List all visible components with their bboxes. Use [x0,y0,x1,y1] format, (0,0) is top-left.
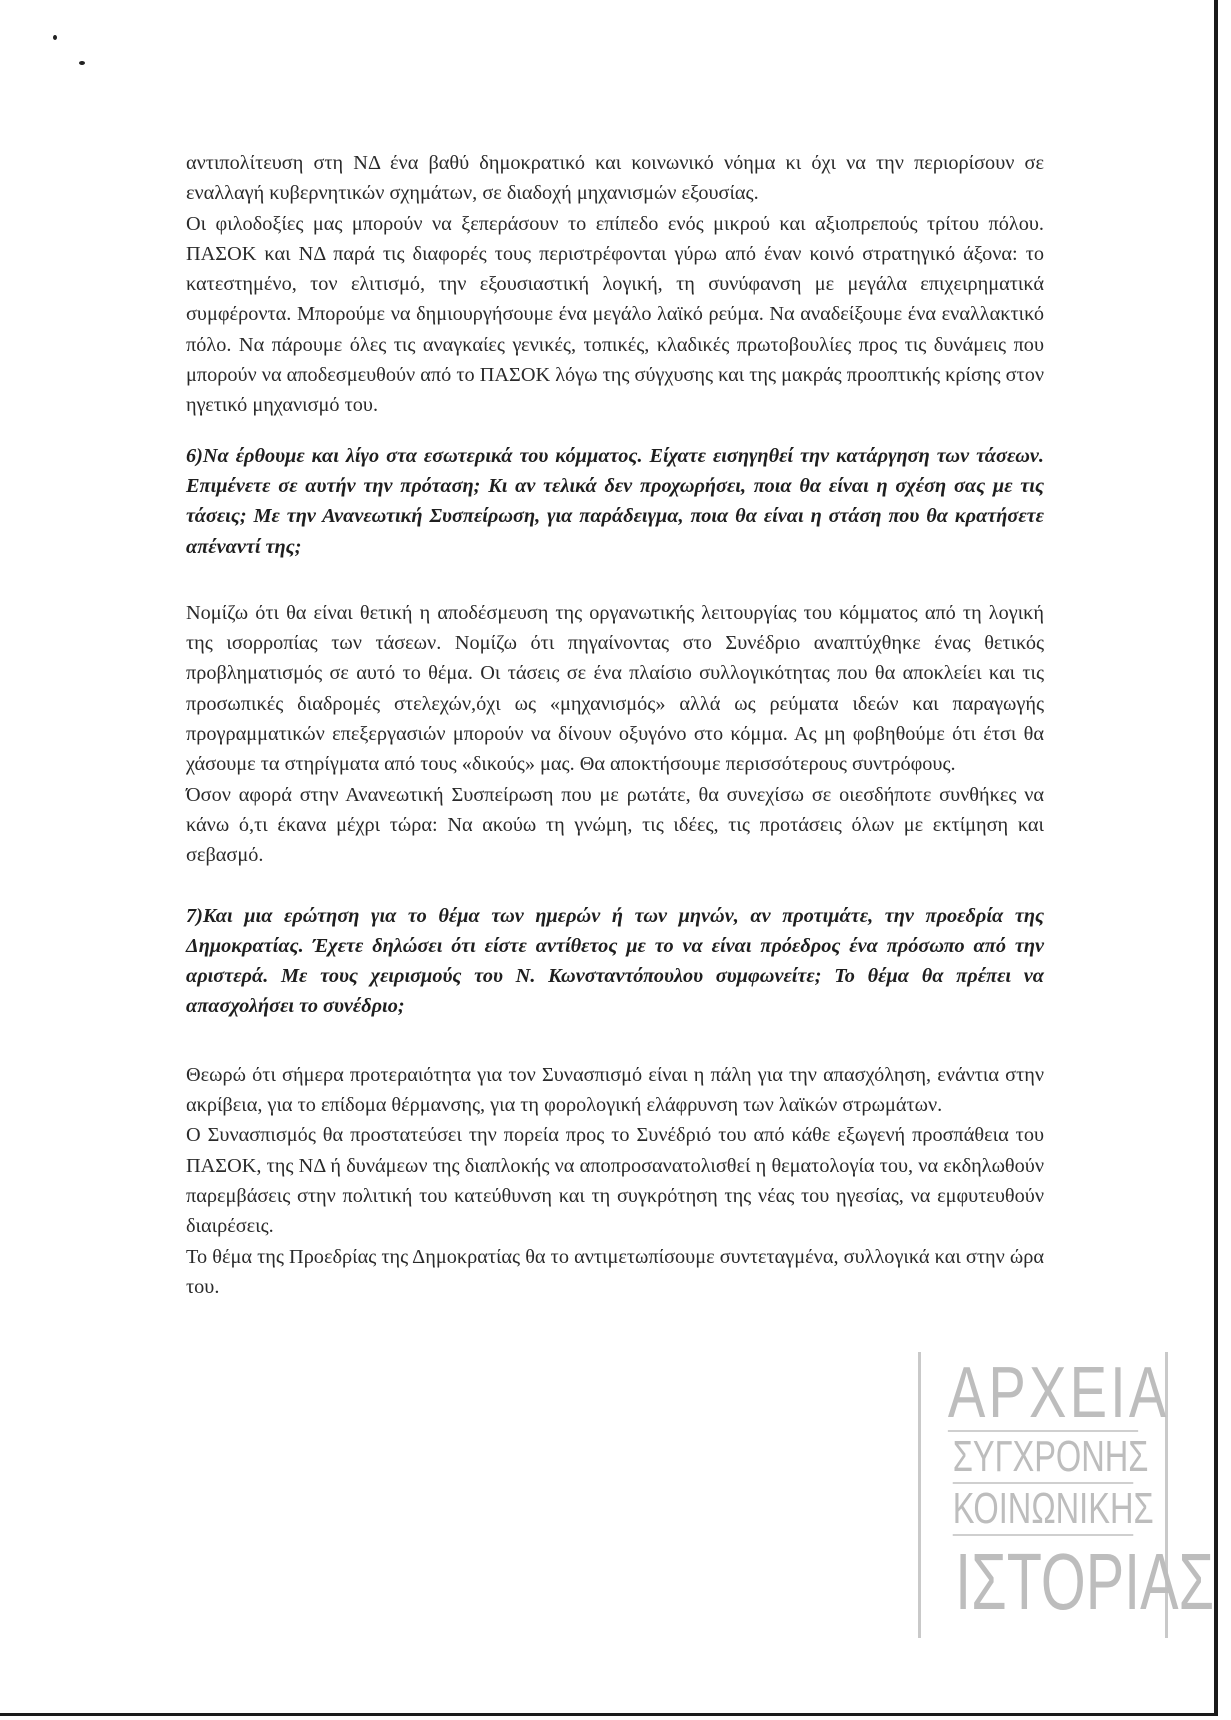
stamp-line: ΑΡΧΕΙΑ [947,1353,1170,1433]
paragraph: αντιπολίτευση στη ΝΔ ένα βαθύ δημοκρατικό και κοινωνικό νόημα κι όχι να την περιορίσουν σε εναλλαγή κυβερνητικών σχημάτων, σε διαδοχή μηχανισμών εξουσίας. [186,152,1044,205]
scan-speck [53,35,57,40]
stamp-line: ΙΣΤΟΡΙΑΣ [955,1537,1215,1626]
document-body [186,148,1044,1302]
paragraph: Νομίζω ότι θα είναι θετική η αποδέσμευση της οργανωτικής λειτουργίας του κόμματος από τη λογική της ισορροπίας των τάσεων. Νομίζω ότι πηγαίνοντας στο Συνέδριο αναπτύχθηκε ένας θετικός προβληματισμός σε αυτό το θέμα. Οι τάσεις σε ένα πλαίσιο συλλογικότητας που θα αποκλείει και τις προσωπικές διαδρομές στελεχών,όχι ως «μηχανισμός» αλλά ως ρεύματα ιδεών και παραγωγής προγραμματικών επεξεργασιών μπορούν να δίνουν οξυγόνο στο κόμμα. Ας μη φοβηθούμε ότι έτσι θα χάσουμε τα στηρίγματα από τους «δικούς» μας. Θα αποκτήσουμε περισσότερους συντρόφους. [186,601,1044,776]
paragraph: Θεωρώ ότι σήμερα προτεραιότητα για τον Συνασπισμό είναι η πάλη για την απασχόληση, ενάντια στην ακρίβεια, για το επίδομα θέρμανσης, για τη φορολογική ελάφρυνση των λαϊκών στρωμάτων. [186,1063,1044,1117]
stamp-line: ΚΟΙΝΩΝΙΚΗΣ [953,1484,1134,1536]
paragraph: Ο Συνασπισμός θα προστατεύσει την πορεία προς το Συνέδριό του από κάθε εξωγενή προσπάθεια του ΠΑΣΟΚ, της ΝΔ ή δυνάμεων της διαπλοκής να αποπροσανατολισθεί η θεματολογία του, να εκδηλωθούν παρεμβάσεις στην πολιτική του κατεύθυνση και τη συγκρότηση της νέας του ηγεσίας, να εμφυτευθούν διαιρέσεις. [186,1124,1044,1238]
interview-question: 7)Και μια ερώτηση για το θέμα των ημερών ή των μηνών, αν προτιμάτε, την προεδρία της Δημοκρατίας. Έχετε δηλώσει ότι είστε αντίθετος με το να είναι πρόεδρος ένα πρόσωπο από την αριστερά. Με τους χειρισμούς του Ν. Κωνσταντόπουλου συμφωνείτε; Το θέμα θα πρέπει να απασχολήσει το συνέδριο; [186,904,1044,1018]
archive-stamp [918,1352,1215,1638]
paragraph: Το θέμα της Προεδρίας της Δημοκρατίας θα το αντιμετωπίσουμε συντεταγμένα, συλλογικά και στην ώρα του. [186,1245,1044,1298]
interview-question: 6)Να έρθουμε και λίγο στα εσωτερικά του κόμματος. Είχατε εισηγηθεί την κατάργηση των τάσεων. Επιμένετε σε αυτήν την πρόταση; Κι αν τελικά δεν προχωρήσει, ποια θα είναι η σχέση σας με τις τάσεις; Με την Ανανεωτική Συσπείρωση, για παράδειγμα, ποια θα είναι η στάση που θα κρατήσετε απέναντί της; [186,444,1044,558]
paragraph: Όσον αφορά στην Ανανεωτική Συσπείρωση που με ρωτάτε, θα συνεχίσω σε οιεσδήποτε συνθήκες να κάνω ό,τι έκανα μέχρι τώρα: Να ακούω τη γνώμη, τις ιδέες, τις προτάσεις όλων με εκτίμηση και σεβασμό. [186,783,1044,867]
paragraph: Οι φιλοδοξίες μας μπορούν να ξεπεράσουν το επίπεδο ενός μικρού και αξιοπρεπούς τρίτου πόλου. ΠΑΣΟΚ και ΝΔ παρά τις διαφορές τους περιστρέφονται γύρω από έναν κοινό στρατηγικό άξονα: το κατεστημένο, τον ελιτισμό, την εξουσιαστική λογική, τη συνύφανση με μεγάλα επιχειρηματικά συμφέροντα. Μπορούμε να δημιουργήσουμε ένα μεγάλο λαϊκό ρεύμα. Να αναδείξουμε ένα εναλλακτικό πόλο. Να πάρουμε όλες τις αναγκαίες γενικές, τοπικές, κλαδικές πρωτοβουλίες προς τις δυνάμεις που μπορούν να αποδεσμευθούν από το ΠΑΣΟΚ λόγω της σύγχυσης και της μακράς προοπτικής κρίσης στον ηγετικό μηχανισμό του. [186,212,1044,417]
scan-speck [79,61,85,65]
stamp-line: ΣΥΓΧΡΟΝΗΣ [953,1432,1134,1484]
